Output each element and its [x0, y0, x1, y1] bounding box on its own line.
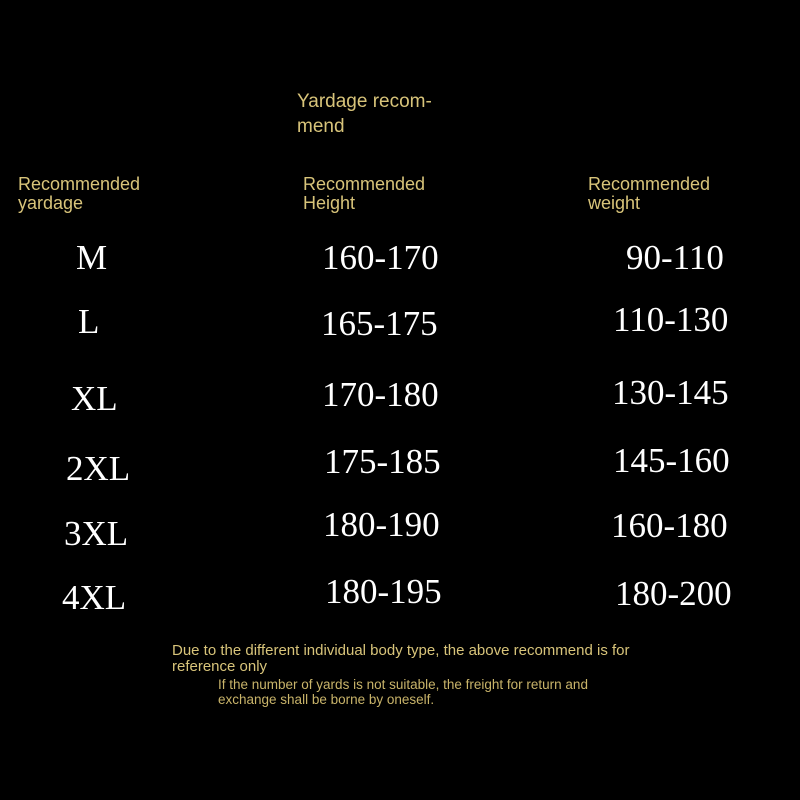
weight-cell: 160-180	[611, 506, 728, 545]
reference-note: Due to the different individual body type, the above recommend is for reference only	[172, 642, 630, 675]
exchange-note: If the number of yards is not suitable, the freight for return and exchange shall be borne by oneself.	[218, 677, 588, 707]
size-cell: 3XL	[64, 514, 129, 553]
size-cell: M	[76, 238, 108, 277]
size-cell: L	[78, 302, 100, 341]
height-cell: 180-190	[323, 505, 440, 544]
weight-cell: 90-110	[626, 238, 724, 277]
height-cell: 170-180	[322, 375, 439, 414]
height-cell: 180-195	[325, 572, 442, 611]
size-cell: 4XL	[62, 578, 127, 617]
weight-cell: 145-160	[613, 441, 730, 480]
weight-cell: 130-145	[612, 373, 729, 412]
size-cell: XL	[71, 379, 118, 418]
header-weight: Recommended weight	[588, 174, 711, 213]
header-height: Recommended Height	[303, 174, 426, 213]
chart-title: Yardage recom- mend	[297, 91, 432, 137]
weight-cell: 180-200	[615, 574, 732, 613]
weight-cell: 110-130	[613, 300, 729, 339]
header-size: Recommended yardage	[18, 174, 141, 213]
height-cell: 165-175	[321, 304, 438, 343]
size-cell: 2XL	[66, 449, 131, 488]
height-cell: 175-185	[324, 442, 441, 481]
height-cell: 160-170	[322, 238, 439, 277]
